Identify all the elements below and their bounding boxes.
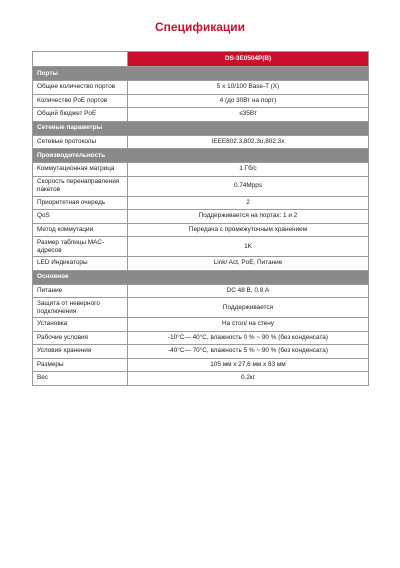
table-row [33, 284, 369, 298]
row-value: -40°C— 70°C, влажность 5 % ~ 90 % (без конденсата) [128, 345, 369, 359]
row-label: Общее количество портов [33, 81, 128, 95]
section-header-ports [33, 67, 369, 81]
row-value: 5 x 10/100 Base-T (X) [128, 81, 369, 95]
row-value: 2 [128, 196, 369, 210]
model-name: DS-3E0504P(B) [128, 52, 369, 67]
row-label: Установка [33, 318, 128, 332]
row-label: Общий бюджет PoE [33, 108, 128, 122]
row-label: Питание [33, 284, 128, 298]
table-row [33, 318, 369, 332]
section-title: Основное [33, 270, 369, 284]
row-value: 1 Гб/с [128, 163, 369, 177]
table-row [33, 81, 369, 95]
table-row [33, 345, 369, 359]
spec-table [32, 51, 369, 386]
row-value: -10°C— 40°C, влажность 0 % ~ 90 % (без конденсата) [128, 331, 369, 345]
row-label: Приоритетная очередь [33, 196, 128, 210]
section-title: Порты [33, 67, 369, 81]
table-row [33, 257, 369, 271]
row-label: Размеры [33, 358, 128, 372]
table-row [33, 196, 369, 210]
row-value: На стол/ на стену [128, 318, 369, 332]
table-row [33, 223, 369, 237]
section-title: Сетевые параметры [33, 121, 369, 135]
row-value: Link/ Act, PoE, Питание [128, 257, 369, 271]
section-header-general [33, 270, 369, 284]
row-value: Передача с промежуточным хранением [128, 223, 369, 237]
table-row [33, 358, 369, 372]
row-label: Скорость перенаправления пакетов [33, 176, 128, 196]
row-value: 0.74Mpps [128, 176, 369, 196]
row-label: Метод коммутации [33, 223, 128, 237]
table-row [33, 94, 369, 108]
row-label: Защита от неверного подключения [33, 298, 128, 318]
table-row [33, 237, 369, 257]
row-label: Размер таблицы MAC-адресов [33, 237, 128, 257]
row-label: Рабочие условия [33, 331, 128, 345]
table-row [33, 331, 369, 345]
row-value: Поддерживается [128, 298, 369, 318]
row-label: Коммутационная матрица [33, 163, 128, 177]
section-header-performance [33, 149, 369, 163]
row-value: 105 мм x 27,6 мм x 83 мм [128, 358, 369, 372]
row-value: ≤35Вт [128, 108, 369, 122]
table-row [33, 210, 369, 224]
row-value: 1K [128, 237, 369, 257]
table-row [33, 298, 369, 318]
table-row [33, 163, 369, 177]
row-label: Количество PoE портов [33, 94, 128, 108]
table-row [33, 176, 369, 196]
table-row [33, 135, 369, 149]
table-row [33, 108, 369, 122]
row-value: Поддерживается на портах: 1 и 2 [128, 210, 369, 224]
table-row [33, 372, 369, 386]
model-row [33, 52, 369, 67]
row-label: LED Индикаторы [33, 257, 128, 271]
row-value: IEEE802.3,802.3u,802.3x [128, 135, 369, 149]
page-title: Спецификации [154, 20, 246, 34]
row-value: 4 (до 30Вт на порт) [128, 94, 369, 108]
row-value: 0.2кг [128, 372, 369, 386]
row-label: Вес [33, 372, 128, 386]
row-value: DC 48 В, 0.8 А [128, 284, 369, 298]
row-label: Условия хранения [33, 345, 128, 359]
model-row-empty-cell [33, 52, 128, 67]
section-title: Производительность [33, 149, 369, 163]
row-label: Сетевые протоколы [33, 135, 128, 149]
row-label: QoS [33, 210, 128, 224]
section-header-network [33, 121, 369, 135]
